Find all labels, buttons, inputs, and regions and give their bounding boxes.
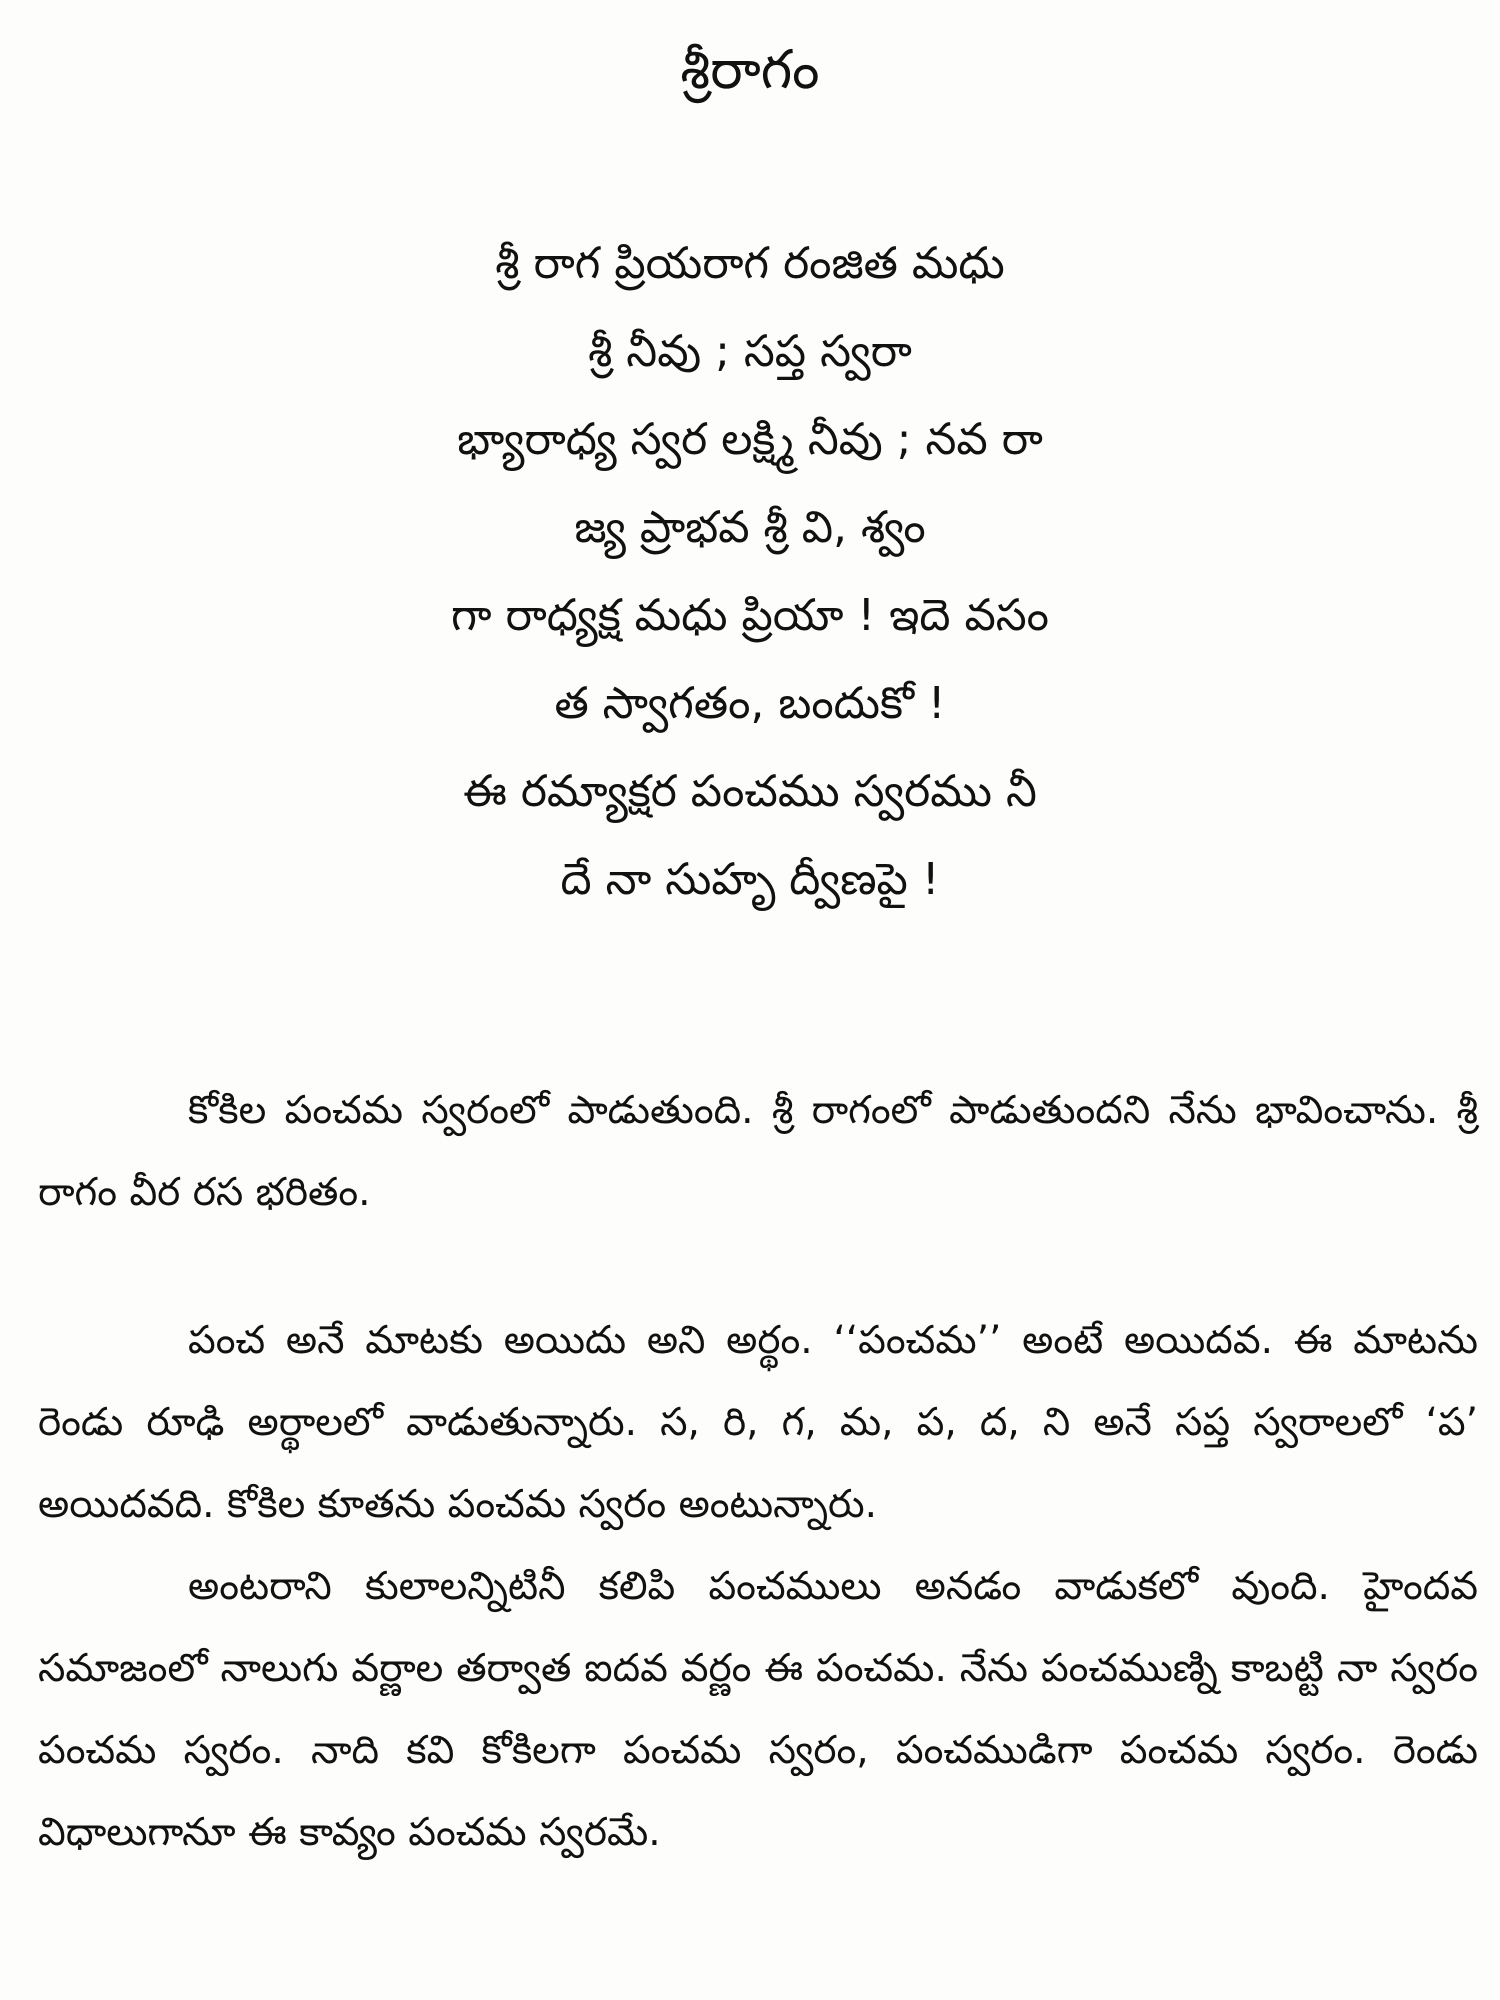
paragraph-text: పంచ అనే మాటకు అయిదు అని అర్థం. ‘‘పంచమ’’ అంటే అయిదవ. ఈ మాటను రెండు రూఢి అర్థాలలో వాడుతున్నారు. స, రి, గ, మ, ప, ద, ని అనే సప్త స్వరాలలో ‘ప’ అయిదవది. కోకిల కూతను పంచమ స్వరం అంటున్నారు. [38,1318,1478,1527]
paragraph-text: అంటరాని కులాలన్నిటినీ కలిపి పంచములు అనడం వాడుకలో వుంది. హైందవ సమాజంలో నాలుగు వర్ణాల తర్వాత ఐదవ వర్ణం ఈ పంచమ. నేను పంచముణ్ని కాబట్టి నా స్వరం పంచమ స్వరం. నాది కవి కోకిలగా పంచమ స్వరం, పంచముడిగా పంచమ స్వరం. రెండు విధాలుగానూ ఈ కావ్యం పంచమ స్వరమే. [38,1564,1478,1855]
paragraph [38,1300,1478,1546]
poem-line: త స్వాగతం, బందుకో ! [554,678,946,729]
poem-line: భ్యారాధ్య స్వర లక్ష్మి నీవు ; నవ రా [457,414,1043,465]
poem-line: ఈ రమ్యాక్షర పంచము స్వరము నీ [463,766,1037,817]
poem-line: శ్రీ నీవు ; సప్త స్వరా [588,326,912,377]
paragraph-text: కోకిల పంచమ స్వరంలో పాడుతుంది. శ్రీ రాగంలో పాడుతుందని నేను భావించాను. శ్రీ రాగం వీర రస భరితం. [38,1088,1478,1215]
paragraph [38,1546,1478,1874]
paragraph [38,1070,1478,1234]
poem-line: జ్య ప్రాభవ శ్రీ వి, శ్వం [574,502,926,553]
poem-line: దే నా సుహృ ద్వీణపై ! [560,854,940,905]
poem-line: గా రాధ్యక్ష మధు ప్రియా ! ఇదె వసం [451,590,1049,641]
page-title: శ్రీరాగం [680,38,820,101]
poem [0,220,1500,924]
poem-line: శ్రీ రాగ ప్రియరాగ రంజిత మధు [495,238,1005,289]
